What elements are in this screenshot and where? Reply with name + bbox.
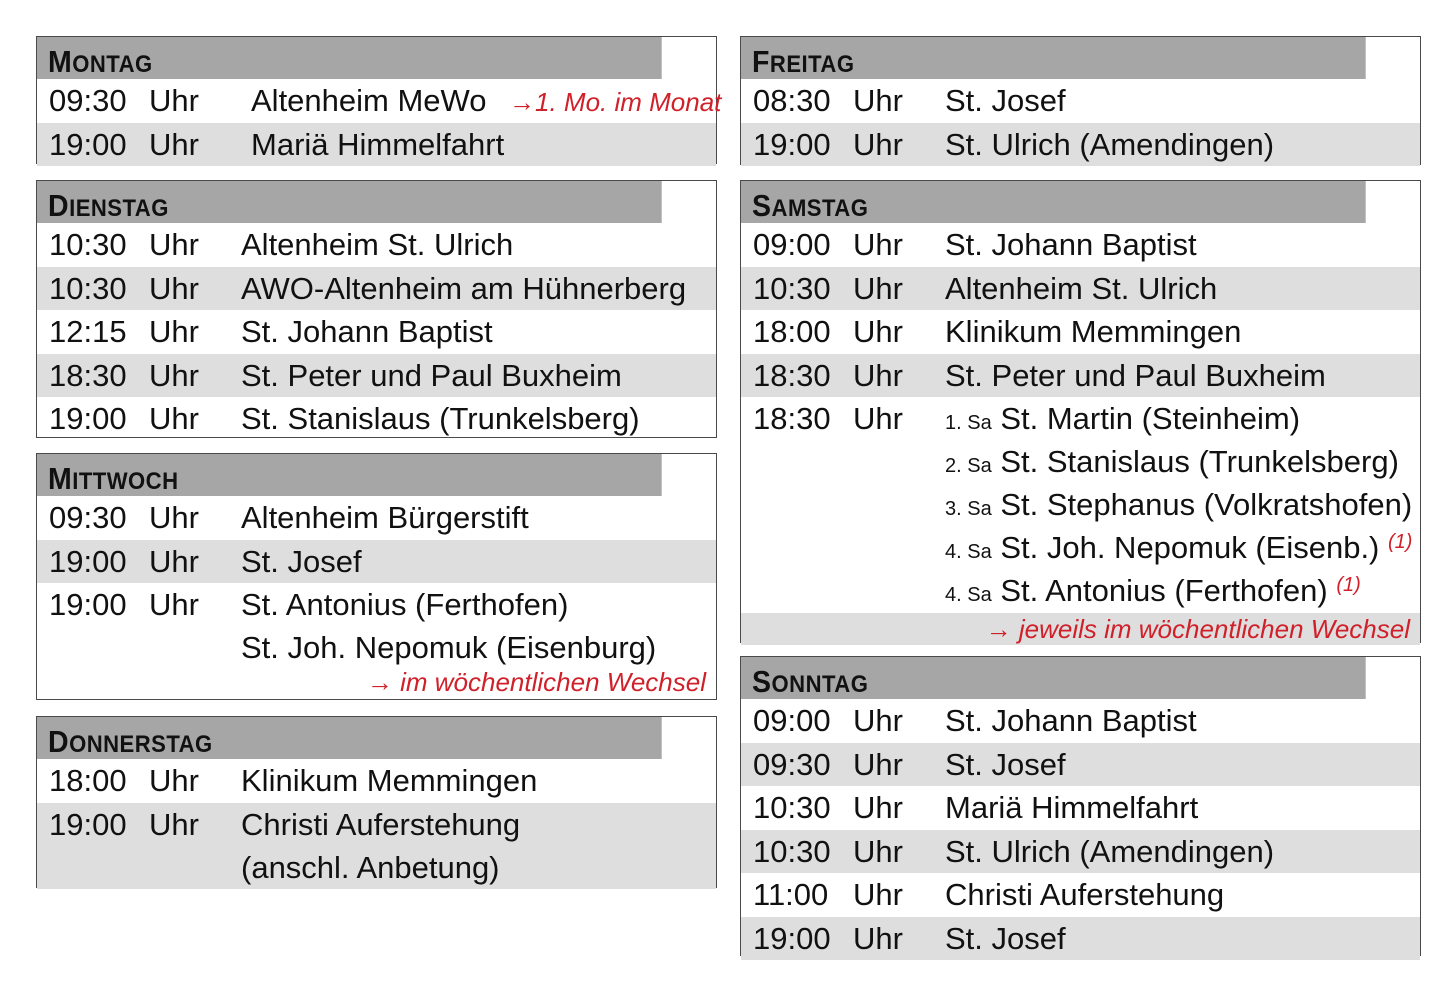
uhr-label: Uhr [853, 877, 903, 912]
schedule-row [741, 699, 1420, 743]
uhr-label: Uhr [853, 833, 903, 869]
day-header: MITTWOCH [37, 454, 662, 496]
time: 10:30 [49, 270, 127, 306]
place: St. Stephanus (Volkratshofen) [1000, 487, 1413, 522]
place-alternate: St. Joh. Nepomuk (Eisenburg) [241, 630, 657, 665]
time: 19:00 [753, 920, 831, 956]
day-block-montag [36, 36, 722, 164]
schedule-row [37, 123, 716, 167]
uhr-label: Uhr [853, 920, 903, 956]
place: St. Stanislaus (Trunkelsberg) [1000, 444, 1399, 479]
uhr-label: Uhr [149, 763, 199, 798]
place: Altenheim Bürgerstift [241, 500, 529, 535]
place: St. Ulrich (Amendingen) [945, 833, 1275, 869]
week-prefix: 1. Sa [945, 412, 992, 434]
time: 18:00 [753, 314, 831, 349]
place: St. Josef [241, 543, 362, 579]
time: 08:30 [753, 83, 831, 118]
time: 09:00 [753, 703, 831, 738]
time: 19:00 [49, 126, 127, 162]
time: 19:00 [49, 543, 127, 579]
time: 10:30 [753, 833, 831, 869]
week-prefix: 2. Sa [945, 455, 992, 477]
day-header: DIENSTAG [37, 181, 662, 223]
uhr-label: Uhr [853, 270, 903, 306]
uhr-label: Uhr [149, 500, 199, 535]
place: St. Ulrich (Amendingen) [945, 126, 1275, 162]
rotation-note: → im wöchentlichen Wechsel [366, 667, 706, 697]
place: Mariä Himmelfahrt [945, 790, 1199, 825]
day-header: MONTAG [37, 37, 662, 79]
rotation-block [741, 397, 1420, 613]
place: St. Stanislaus (Trunkelsberg) [241, 401, 640, 436]
uhr-label: Uhr [853, 83, 903, 118]
day-header: FREITAG [741, 37, 1366, 79]
uhr-label: Uhr [853, 126, 903, 162]
schedule-row [37, 540, 716, 584]
time: 18:30 [753, 357, 831, 393]
time: 09:30 [753, 746, 831, 782]
place: St. Johann Baptist [945, 227, 1197, 262]
time: 19:00 [49, 587, 127, 622]
day-block-samstag [740, 180, 1421, 643]
day-block-donnerstag [36, 716, 717, 888]
time: 18:30 [49, 357, 127, 393]
time: 10:30 [753, 790, 831, 825]
place: Klinikum Memmingen [945, 314, 1242, 349]
place: St. Antonius (Ferthofen) [1000, 573, 1328, 608]
schedule-row [741, 917, 1420, 961]
uhr-label: Uhr [149, 126, 199, 162]
rotation-item [945, 569, 1361, 617]
week-prefix: 4. Sa [945, 541, 992, 563]
place: Altenheim St. Ulrich [945, 270, 1218, 306]
place: Altenheim St. Ulrich [241, 227, 514, 262]
place: Klinikum Memmingen [241, 763, 538, 798]
schedule-row [741, 223, 1420, 267]
uhr-label: Uhr [853, 357, 903, 393]
uhr-label: Uhr [149, 357, 199, 393]
time: 19:00 [49, 806, 127, 842]
place-note: (anschl. Anbetung) [241, 849, 500, 885]
schedule-row [37, 759, 716, 803]
uhr-label: Uhr [149, 227, 199, 262]
schedule-row [741, 743, 1420, 787]
place: St. Joh. Nepomuk (Eisenb.) [1000, 530, 1380, 565]
time: 19:00 [753, 126, 831, 162]
place: Christi Auferstehung [241, 806, 521, 842]
week-prefix: 4. Sa [945, 584, 992, 606]
uhr-label: Uhr [149, 806, 199, 842]
rotation-item [945, 526, 1412, 574]
time: 18:00 [49, 763, 127, 798]
uhr-label: Uhr [149, 314, 199, 349]
note: →1. Mo. im Monat [509, 87, 722, 117]
place: AWO-Altenheim am Hühnerberg [241, 270, 687, 306]
place: St. Martin (Steinheim) [1000, 401, 1301, 436]
schedule-row [741, 830, 1420, 874]
schedule-row [37, 583, 716, 669]
time: 11:00 [753, 877, 829, 912]
time: 10:30 [753, 270, 831, 306]
uhr-label: Uhr [853, 401, 903, 436]
time: 12:15 [49, 314, 127, 349]
schedule-row [741, 79, 1420, 123]
place: St. Johann Baptist [945, 703, 1197, 738]
uhr-label: Uhr [853, 314, 903, 349]
day-block-mittwoch [36, 453, 717, 700]
uhr-label: Uhr [149, 83, 199, 118]
footnote-mark: (1) [1388, 531, 1413, 553]
place: St. Peter und Paul Buxheim [241, 357, 622, 393]
schedule-row [741, 267, 1420, 311]
time: 09:30 [49, 500, 127, 535]
day-block-sonntag [740, 656, 1421, 956]
rotation-item [945, 440, 1399, 488]
schedule-row [741, 786, 1420, 830]
uhr-label: Uhr [853, 227, 903, 262]
place: Christi Auferstehung [945, 877, 1225, 912]
schedule-row [741, 873, 1420, 917]
rotation-note: → jeweils im wöchentlichen Wechsel [985, 614, 1410, 644]
place: St. Josef [945, 746, 1066, 782]
time: 09:30 [49, 83, 127, 118]
uhr-label: Uhr [149, 587, 199, 622]
place: St. Johann Baptist [241, 314, 493, 349]
uhr-label: Uhr [149, 270, 199, 306]
schedule-row [37, 267, 716, 311]
time: 18:30 [753, 401, 831, 436]
rotation-item [945, 397, 1300, 445]
time: 09:00 [753, 227, 831, 262]
time: 10:30 [49, 227, 127, 262]
schedule-row [741, 310, 1420, 354]
place: Mariä Himmelfahrt [251, 126, 505, 162]
footnote-mark: (1) [1336, 574, 1361, 596]
uhr-label: Uhr [149, 543, 199, 579]
day-header: SONNTAG [741, 657, 1366, 699]
rotation-item [945, 483, 1412, 531]
uhr-label: Uhr [853, 746, 903, 782]
day-header: DONNERSTAG [37, 717, 662, 759]
schedule-row [37, 354, 716, 398]
uhr-label: Uhr [853, 703, 903, 738]
place: Altenheim MeWo [251, 83, 487, 118]
place: St. Josef [945, 920, 1066, 956]
week-prefix: 3. Sa [945, 498, 992, 520]
time: 19:00 [49, 401, 127, 436]
schedule-row [37, 223, 716, 267]
place: St. Antonius (Ferthofen) [241, 587, 569, 622]
schedule-row [37, 310, 716, 354]
schedule-row [37, 397, 716, 441]
schedule-row [37, 79, 722, 123]
schedule-row [741, 123, 1420, 167]
day-header: SAMSTAG [741, 181, 1366, 223]
uhr-label: Uhr [853, 790, 903, 825]
schedule-row [741, 354, 1420, 398]
schedule-row [37, 803, 716, 889]
schedule-row [37, 496, 716, 540]
place: St. Josef [945, 83, 1066, 118]
day-block-freitag [740, 36, 1421, 165]
uhr-label: Uhr [149, 401, 199, 436]
day-block-dienstag [36, 180, 717, 438]
place: St. Peter und Paul Buxheim [945, 357, 1326, 393]
